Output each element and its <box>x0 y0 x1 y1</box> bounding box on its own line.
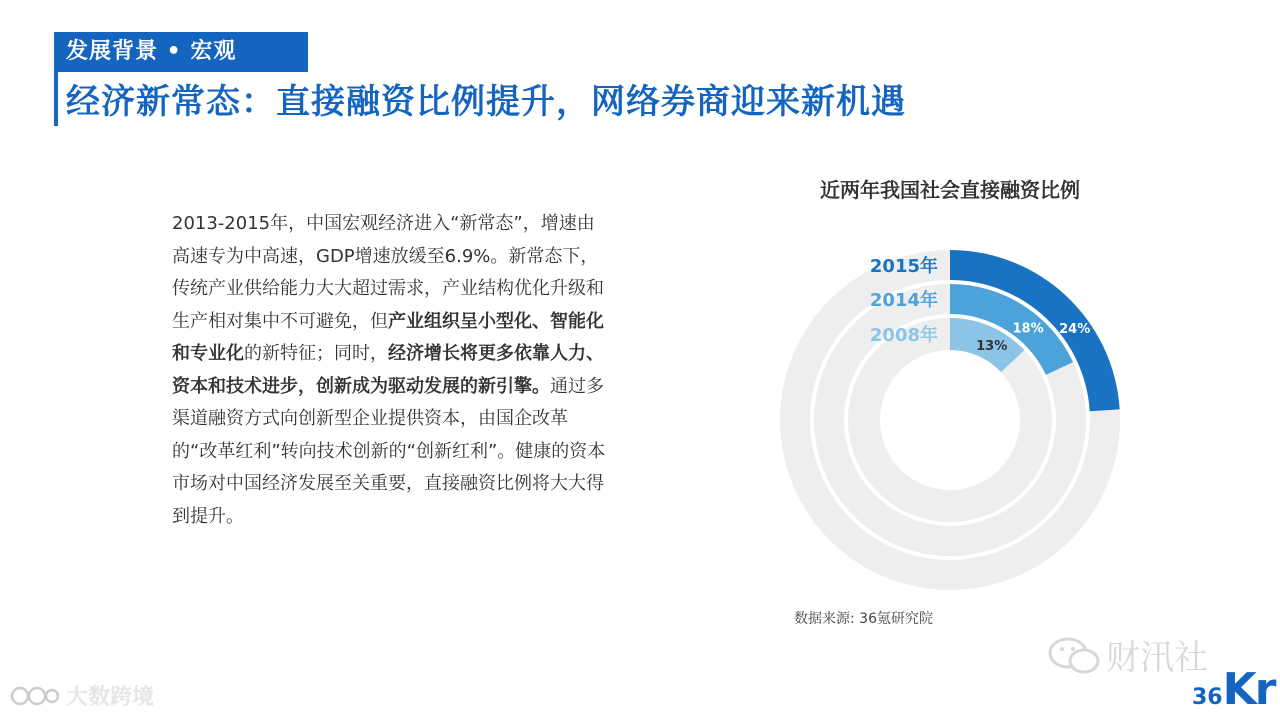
caixun-watermark <box>1046 630 1208 679</box>
36kr-logo <box>1192 664 1274 715</box>
body-text-bold: 经济增长将更多依靠人力、资本和技术进步，创新成为驱动发展的新引擎。 <box>172 343 604 397</box>
body-text-segment: 2013-2015年，中国宏观经济进入“新常态”，增速由高速专为中高速，GDP增速放缓至6.9%。新常态下，传统产业供给能力大大超过需求，产业结构优化升级和生产相对集中不可避免，但 <box>172 213 604 332</box>
body-text-bold: 产业组织呈小型化、智能化和专业化 <box>172 310 604 364</box>
data-source-note: 数据来源: 36氪研究院 <box>794 611 933 627</box>
value-label-2: 13% <box>976 338 1008 354</box>
page-title: 经济新常态：直接融资比例提升，网络券商迎来新机遇 <box>66 82 906 122</box>
body-paragraph <box>172 208 612 533</box>
dashu-watermark <box>10 680 154 711</box>
dashu-logo-icon <box>10 681 60 711</box>
36kr-number: 36 <box>1192 685 1223 710</box>
body-text-segment: 的新特征；同时， <box>244 343 388 364</box>
category-label-1: 2014年 <box>869 290 938 311</box>
wechat-icon <box>1046 635 1102 675</box>
radial-bar-chart <box>740 210 1140 610</box>
value-label-0: 24% <box>1059 321 1091 337</box>
dashu-text: 大数跨境 <box>66 685 155 710</box>
chart-title: 近两年我国社会直接融资比例 <box>820 178 1080 202</box>
category-label-0: 2015年 <box>869 256 938 277</box>
body-text-segment: 通过多渠道融资方式向创新型企业提供资本，由国企改革的“改革红利”转向技术创新的“创新红利”。健康的资本市场对中国经济发展至关重要，直接融资比例将大大得到提升。 <box>172 375 606 527</box>
section-tag: 发展背景 • 宏观 <box>58 32 308 72</box>
category-label-2: 2008年 <box>869 325 938 346</box>
caixun-text: 财汛社 <box>1106 638 1208 678</box>
value-label-1: 18% <box>1012 321 1044 337</box>
36kr-text: Kr <box>1222 664 1275 715</box>
